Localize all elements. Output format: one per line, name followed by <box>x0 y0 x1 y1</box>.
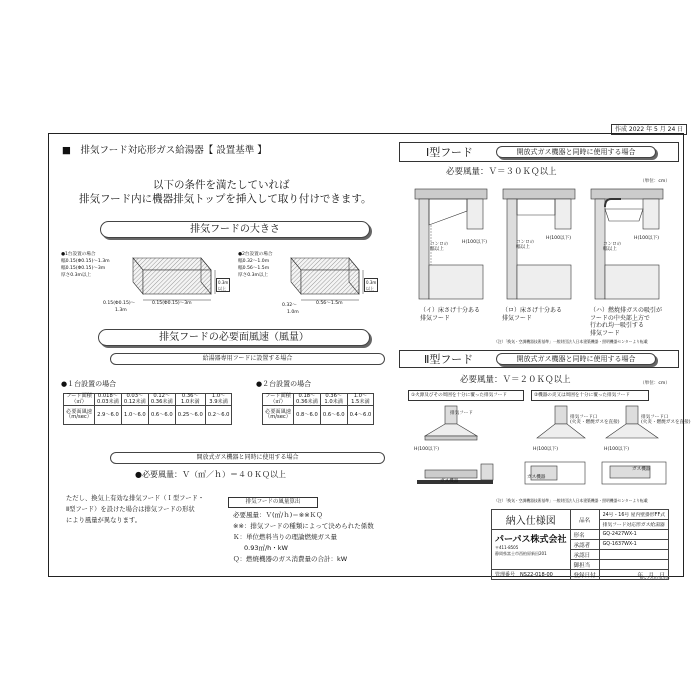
name-value-1: 24号・16号 屋内壁掛形FF式 <box>599 510 668 520</box>
approval-date-value: 年 月 日 <box>599 570 668 580</box>
table-cell: フード面積 （㎡） <box>64 394 95 406</box>
i-caption-b: （ロ）床さげ十分ある 排気フード <box>502 307 563 322</box>
size1-dim-side: 0.15(Φ0.15)〜 <box>103 301 136 306</box>
i-stove-c: コンロの 幅以上 <box>603 242 622 252</box>
i-dim-b: H(100以下) <box>546 236 571 241</box>
hood-note-line-1: ただし、換気上有効な排気フード（Ｉ型フード・ <box>66 495 205 502</box>
model-value-2: GQ-1637WX-1 <box>599 540 668 550</box>
size1-dim-height: 0.3m以上 <box>218 280 229 291</box>
ii-type-title: Ⅱ型フード <box>424 353 474 366</box>
table-row <box>263 406 374 425</box>
two-unit-title: ●２台設置の場合 <box>256 380 312 388</box>
ii-fire: ガス機器 <box>632 467 651 472</box>
table-cell: 0.6〜6.0 <box>320 406 347 425</box>
i-stove-a: コンロの 幅以上 <box>430 242 449 252</box>
table-cell: 0.25〜6.0 <box>175 406 205 425</box>
ii-case-1: ①火源及びその周囲を十分に覆った排気フード <box>408 390 524 401</box>
one-unit-title: ●１台設置の場合 <box>61 380 117 388</box>
check-label-2: 承認日 <box>570 550 599 560</box>
check-label-1: 承認者 <box>570 540 599 550</box>
two-unit-table <box>262 393 374 425</box>
intro-line-2: 排気フード内に機器排気トップを挿入して取り付けできます。 <box>79 193 372 205</box>
i-type-title: Ⅰ型フード <box>426 146 473 159</box>
required-air-volume: ●必要風量：Ｖ（㎥／ｈ）＝４０ＫＱ以上 <box>135 470 286 479</box>
i-caption-a: （イ）床さげ十分ある 排気フード <box>420 307 481 322</box>
table-cell: 0.18〜 0.36未満 <box>293 394 320 406</box>
i-stove-b: コンロの 幅以上 <box>516 240 535 250</box>
size2-dim-side-2: 1.0m <box>287 310 299 315</box>
table-row <box>263 394 374 406</box>
doc-number-value: NS22-018-00 <box>520 572 553 578</box>
company-address-1: 〒411-8505 <box>495 545 519 550</box>
shared-use-pill: 開放式ガス機器と同時に使用する場合 <box>110 452 385 464</box>
title-block <box>491 509 669 580</box>
calc-line-5: Ｑ：燃焼機器のガス消費量の合計：kW <box>233 555 348 563</box>
table-cell: フード面積 （㎡） <box>263 394 294 406</box>
table-cell: 0.36〜 1.0未満 <box>320 394 347 406</box>
blank-cell <box>599 550 668 560</box>
calc-line-2: ※※：排気フードの種類によって決められた係数 <box>233 522 374 530</box>
i-hood-c <box>591 189 663 299</box>
hood-size-heading: 排気フードの大きさ <box>100 221 370 238</box>
doc-number-footer: NS22-018-00 <box>640 577 670 582</box>
size2-dim-front: 0.56〜1.5m <box>316 301 343 306</box>
table-row <box>492 530 669 540</box>
check-label-3: 御担当 <box>570 560 599 570</box>
ii-type-pill: 開放式ガス機器と同時に使用する場合 <box>496 353 656 365</box>
approval-date-label: 登録日付 <box>570 570 599 580</box>
table-cell: 1.0〜6.0 <box>121 406 148 425</box>
ii-dim-2: H(100以下) <box>533 447 558 452</box>
ii-dim-3: H(100以下) <box>604 447 629 452</box>
i-source-note: （注）「換気・空調機器技術基準」一般財団法人日本建築機器・照明機器センターより転載 <box>494 339 648 344</box>
table-row <box>64 394 232 406</box>
size1-line3: 厚さ0.3m以上 <box>61 273 92 278</box>
table-cell: 2.9〜6.0 <box>94 406 121 425</box>
table-row <box>64 406 232 425</box>
size2-line3: 厚さ0.3m以上 <box>238 273 269 278</box>
size1-line2: 幅0.15(Φ0.15)〜3m <box>61 266 106 271</box>
table-cell: 0.6〜6.0 <box>148 406 175 425</box>
dedicated-hood-pill: 給湯器専用フードに設置する場合 <box>110 353 385 365</box>
table-cell: 0.8〜6.0 <box>293 406 320 425</box>
table-cell: 0.4〜6.0 <box>347 406 374 425</box>
table-cell: 0.2〜6.0 <box>205 406 232 425</box>
table-cell: 0.018〜 0.03未満 <box>94 394 121 406</box>
main-title: ■ 排気フード対応形ガス給湯器【 設置基準 】 <box>62 145 267 156</box>
calc-line-3: Ｋ：単位燃料当りの理論燃焼ガス量 <box>233 533 337 541</box>
blank-cell <box>599 560 668 570</box>
ii-note-a: 排気フード口 (火炎・燃焼ガスを直接) <box>570 415 620 425</box>
calc-line-4: 0.93㎥/h・kW <box>244 544 288 552</box>
i-type-pill: 開放式ガス機器と同時に使用する場合 <box>496 146 656 158</box>
size2-line2: 幅0.56〜1.5m <box>238 266 270 271</box>
table-cell: 0.36〜 1.0未満 <box>175 394 205 406</box>
drawing-title: 納入仕様図 <box>492 510 571 530</box>
i-type-required-air: 必要風量：Ｖ＝３０ＫＱ以上 <box>446 167 557 177</box>
size2-line1: 幅0.32〜1.0m <box>238 259 270 264</box>
i-dim-c: H(100以下) <box>634 236 659 241</box>
name-value-2: 排気フード対応形ガス給湯器 <box>599 520 668 530</box>
ii-type-required-air: 必要風量：Ｖ＝２０ＫＱ以上 <box>460 375 571 385</box>
table-cell: 1.0〜 3.9未満 <box>205 394 232 406</box>
ii-note-b: 排気フード口 (火炎・燃焼ガスを直接) <box>641 415 691 425</box>
air-speed-heading: 排気フードの必要面風速（風量） <box>98 329 370 346</box>
table-cell: 0.12〜 0.36未満 <box>148 394 175 406</box>
ii-stove-1: ガス機器 <box>440 479 459 484</box>
model-label: 形名 <box>570 530 599 540</box>
table-cell: 必要面風速 （m/sec） <box>263 406 294 425</box>
ii-oven: ガス機器 <box>527 475 546 480</box>
calc-line-1: 必要風量：Ｖ(㎥/ｈ)＝※※ＫＱ <box>233 511 323 519</box>
one-unit-table <box>63 393 232 425</box>
calc-title: 排気フードの風量算出 <box>228 497 318 508</box>
company-address-2: 静岡県富士市西柏原新田201 <box>495 551 547 556</box>
i-hood-b <box>503 189 575 299</box>
intro-line-1: 以下の条件を満たしていれば <box>153 179 290 191</box>
ii-hood-1 <box>417 406 493 484</box>
table-row <box>492 510 669 520</box>
i-caption-c: （ハ）燃焼排ガスの吸引が フードの中央部上方で 行われ均一吸引する 排気フード <box>590 307 663 337</box>
size2-dim-side: 0.32〜 <box>282 303 297 308</box>
name-label: 品名 <box>570 510 599 530</box>
hood-note-line-3: により風量が異なります。 <box>66 517 142 524</box>
unit-cm-2: （単位：cm） <box>640 381 670 386</box>
size1-dim-side-2: 1.3m <box>115 308 127 313</box>
ii-hood-label-1: 排気フード <box>450 411 473 416</box>
ii-source-note: （注）「換気・空調機器技術基準」一般財団法人日本建築機器・照明機器センターより転載 <box>494 498 648 503</box>
ii-case-2: ②機器の炎又は周囲を十分に覆った排気フード <box>531 390 649 401</box>
doc-number-label: 管理番号 <box>495 572 516 578</box>
table-cell: 必要面風速 （m/sec） <box>64 406 95 425</box>
table-cell: 1.0〜 1.5未満 <box>347 394 374 406</box>
company-name: パーパス株式会社 <box>495 535 567 545</box>
table-cell: 0.03〜 0.12未満 <box>121 394 148 406</box>
ii-dim-1: H(100以下) <box>414 447 439 452</box>
size2-dim-height: 0.3m以上 <box>366 280 377 291</box>
creation-date: 作成 2022 年 5 月 24 日 <box>611 124 687 135</box>
hood-note-line-2: Ⅱ型フード）を設けた場合は排気フードの形状 <box>66 506 195 513</box>
size2-title: ●2台設置の場合 <box>238 252 273 257</box>
size1-title: ●1台設置の場合 <box>61 252 96 257</box>
model-value: GQ-2427WX-1 <box>599 530 668 540</box>
unit-cm-1: （単位：cm） <box>640 179 670 184</box>
size1-dim-front: 0.15(Φ0.15)〜3m <box>152 301 192 306</box>
size1-line1: 幅0.15(Φ0.15)〜1.3m <box>61 259 110 264</box>
i-dim-a: H(100以下) <box>462 240 487 245</box>
